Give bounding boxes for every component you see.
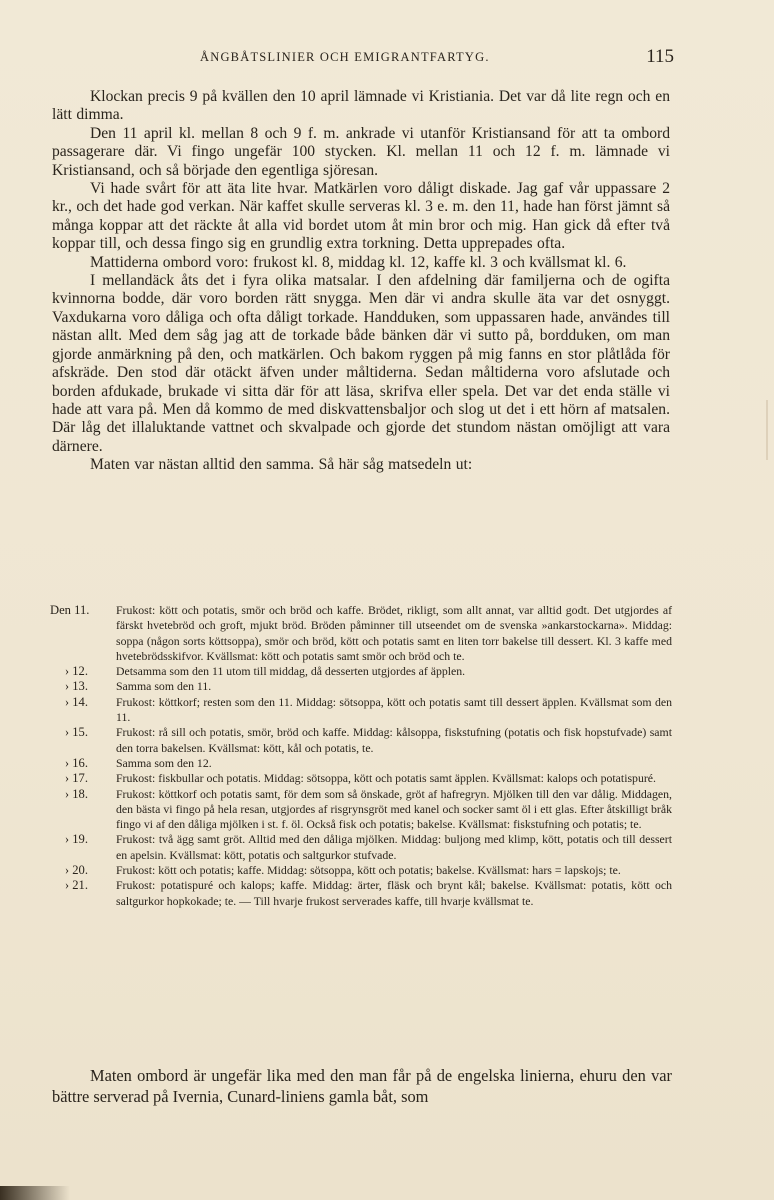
- page-header: [200, 46, 674, 70]
- menu-entry-date: › 13.: [64, 679, 88, 694]
- menu-entry: [50, 603, 672, 664]
- closing-paragraph: Maten ombord är ungefär lika med den man får på de engelska linierna, ehuru den var bättre serverad på Ivernia, Cunard-liniens gamla båt, som: [52, 1066, 672, 1106]
- menu-list: [50, 603, 672, 909]
- menu-entry-date: › 21.: [64, 878, 88, 893]
- menu-entry-date: › 14.: [64, 694, 88, 709]
- menu-entry-date: › 20.: [64, 863, 88, 878]
- paragraph: Mattiderna ombord voro: frukost kl. 8, middag kl. 12, kaffe kl. 3 och kvällsmat kl. 6.: [90, 253, 627, 271]
- menu-entry-text: Samma som den 12.: [116, 755, 212, 770]
- paragraph: Klockan precis 9 på kvällen den 10 april lämnade vi Kristiania. Det var då lite regn och en lätt dimma.: [52, 88, 670, 124]
- menu-entry-text: Frukost: rå sill och potatis, smör, bröd och kaffe. Middag: kålsoppa, fiskstufning (potatis och fisk hopstufvade) samt den torra bakelsen. Kvällsmat: kött, kål och potatis, te.: [116, 725, 672, 755]
- paragraph: Den 11 april kl. mellan 8 och 9 f. m. ankrade vi utanför Kristiansand för att ta ombord passagerare där. Vi fingo ungefär 100 stycken. Kl. mellan 11 och 12 f. m. lämnade vi Kristiansand, och så började den egentliga sjöresan.: [52, 124, 670, 179]
- menu-entry-date: › 18.: [64, 786, 88, 801]
- menu-entry-text: Frukost: potatispuré och kalops; kaffe. Middag: ärter, fläsk och brynt kål; bakelse. Kvällsmat: potatis, kött och saltgurkor hopkokade; te. — Till hvarje frukost serverades kaffe, till hvarje kvällsmat te.: [116, 878, 672, 908]
- binding-shadow: [0, 1186, 70, 1200]
- closing-text: [52, 1066, 672, 1107]
- menu-entry: [50, 878, 672, 909]
- menu-entry-date: › 12.: [64, 664, 88, 679]
- menu-entry-date: › 19.: [64, 832, 88, 847]
- menu-entry-text: Frukost: kött och potatis, smör och bröd och kaffe. Brödet, rikligt, som allt annat, var alltid godt. Det utgjordes af färskt hvetebröd och groft, mjukt bröd. Bröden påminner till utseendet om de svenska »ankarstockarna». Middag: soppa (någon sorts köttsoppa), smör och bröd, kött och potatis samt en liten torr bakelse till dessert. Kl. 3 kaffe med hvetebrödsskifvor. Kvällsmat: kött och potatis samt smör och bröd och te.: [116, 603, 672, 663]
- body-text: [52, 88, 670, 475]
- menu-entry: [50, 664, 672, 679]
- menu-entry: [50, 695, 672, 726]
- menu-entry-date: Den 11.: [50, 603, 90, 617]
- menu-entry-date: › 16.: [64, 755, 88, 770]
- page-number: 115: [646, 46, 674, 67]
- menu-entry: [50, 771, 672, 786]
- paragraph: Vi hade svårt för att äta lite hvar. Matkärlen voro dåligt diskade. Jag gaf vår uppassare 2 kr., och det hade god verkan. När kaffet skulle serveras kl. 3 e. m. den 11, hade han först jämnt så många koppar att det räckte åt alla vid bordet utom åt min bror och mig. Han gick då efter två koppar till, och dessa fingo sig en grundlig extra torkning. Detta upprepades ofta.: [52, 180, 670, 253]
- menu-entry-date: › 15.: [64, 725, 88, 740]
- menu-entry-text: Detsamma som den 11 utom till middag, då desserten utgjordes af äpplen.: [116, 664, 466, 679]
- menu-entry-text: Frukost: två ägg samt gröt. Alltid med den dåliga mjölken. Middag: buljong med klimp, kött, potatis och till dessert en apelsin. Kvällsmat: kött, potatis och saltgurkor stufvade.: [116, 832, 672, 862]
- menu-entry-text: Samma som den 11.: [116, 679, 212, 694]
- menu-entry-date: › 17.: [64, 771, 88, 786]
- menu-entry-text: Frukost: köttkorf; resten som den 11. Middag: sötsoppa, kött och potatis samt till dessert äpplen. Kvällsmat som den 11.: [116, 694, 672, 725]
- menu-entry-text: Frukost: fiskbullar och potatis. Middag: sötsoppa, kött och potatis samt äpplen. Kvällsmat: kalops och potatispuré.: [116, 771, 656, 786]
- paragraph: Maten var nästan alltid den samma. Så här såg matsedeln ut:: [90, 456, 473, 474]
- running-head: ÅNGBÅTSLINIER OCH EMIGRANTFARTYG.: [200, 50, 490, 64]
- page-stain: [766, 400, 768, 460]
- menu-entry-text: Frukost: kött och potatis; kaffe. Middag: sötsoppa, kött och potatis; bakelse. Kvällsmat: hars = lapskojs; te.: [116, 863, 621, 878]
- paragraph: I mellandäck åts det i fyra olika matsalar. I den afdelning där familjerna och de ogifta kvinnorna bodde, där voro borden rätt snygga. Men där vi andra skulle äta var det osnyggt. Vaxdukarna voro dåliga och ofta dåligt torkade. Handduken, som uppassaren hade, användes till nästan allt. Med dem såg jag att de torkade både bänken där vi sutto på, bordduken, om man gjorde anmärkning på den, och matkärlen. Och bakom ryggen på mig fanns en stor plåtlåda för afskräde. Den stod där otäckt äfven under måltiderna. Sedan måltiderna voro afslutade och borden afdukade, brukade vi sitta där för att läsa, skrifva eller spela. Det var det enda ställe vi hade att vara på. Men då kommo de med diskvattensbaljor och slog ut det i ett hörn af matsalen. Där låg det illaluktande vattnet och skvalpade och gjorde det stundom nästan omöjligt att vara därnere.: [52, 272, 670, 455]
- menu-entry: [50, 679, 672, 694]
- menu-entry: [50, 832, 672, 863]
- menu-entry-text: Frukost: köttkorf och potatis samt, för dem som så önskade, gröt af hafregryn. Mjölken till den var dålig. Middagen, den bästa vi fingo på hela resan, utgjordes af risgrynsgröt med kanel och socker samt öl i ett glas. Efter åtskilligt bråk fingo vi af den dåliga mjölken i st. f. öl. Också fisk och potatis; bakelse. Kvällsmat: fiskstufning och potatis; te.: [116, 786, 672, 832]
- menu-entry: [50, 787, 672, 833]
- menu-entry: [50, 725, 672, 756]
- menu-entry: [50, 863, 672, 878]
- menu-entry: [50, 756, 672, 771]
